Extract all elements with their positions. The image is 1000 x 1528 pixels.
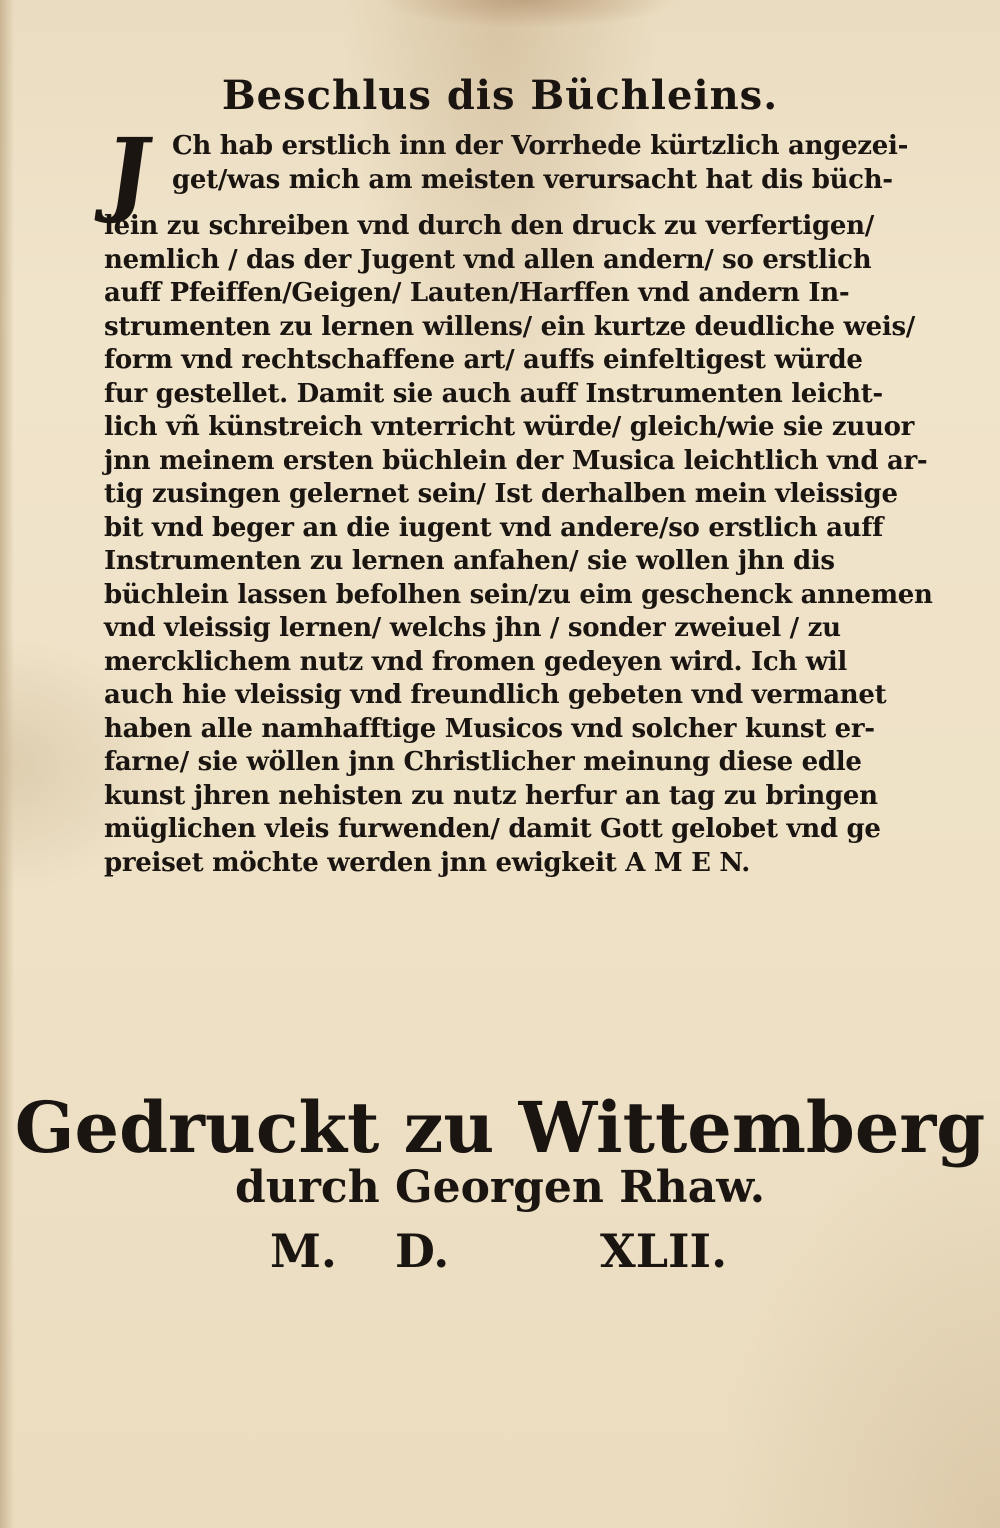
text-line: kunst jhren nehisten zu nutz herfur an tag zu bringen (104, 780, 878, 811)
text-line: jnn meinem ersten büchlein der Musica leichtlich vnd ar- (104, 445, 928, 476)
body-text (100, 118, 974, 880)
text-line: Ch hab erstlich inn der Vorrhede kürtzlich angezei- (172, 131, 909, 161)
text-line: auff Pfeiffen/Geigen/ Lauten/Harffen vnd andern In- (104, 278, 850, 308)
text-line: preiset möchte werden jnn ewigkeit A M E N. (104, 847, 750, 878)
text-line: get/was mich am meisten verursacht hat dis büch- (172, 164, 893, 195)
text-line: strumenten zu lernen willens/ ein kurtze deudliche weis/ (104, 311, 915, 342)
text-line: farne/ sie wöllen jnn Christlicher meinung diese edle (104, 747, 862, 777)
text-line: lein zu schreiben vnd durch den druck zu verfertigen/ (104, 211, 874, 241)
date-part-d: D. (395, 1224, 450, 1278)
page-edge-shadow (0, 0, 14, 1528)
colophon-printer-place: Gedruckt zu Wittemberg (14, 1086, 986, 1169)
text-line: tig zusingen gelernet sein/ Ist derhalben mein vleissige (104, 479, 898, 509)
page-heading: Beschlus dis Büchleins. (221, 72, 779, 119)
text-line: vnd vleissig lernen/ welchs jhn / sonder zweiuel / zu (104, 613, 841, 643)
initial-letter: J (100, 118, 160, 226)
date-part-xlii: XLII. (600, 1224, 728, 1278)
page-stain (380, 0, 680, 28)
text-line: fur gestellet. Damit sie auch auff Instrumenten leicht- (104, 378, 883, 409)
text-line: müglichen vleis furwenden/ damit Gott gelobet vnd ge (104, 814, 881, 844)
colophon-printer-name: durch Georgen Rhaw. (234, 1162, 766, 1213)
text-line: auch hie vleissig vnd freundlich gebeten vnd vermanet (104, 680, 887, 710)
date-part-m: M. (270, 1224, 337, 1278)
text-line: form vnd rechtschaffene art/ auffs einfeltigest würde (104, 345, 863, 375)
text-line: büchlein lassen befolhen sein/zu eim geschenck annemen (104, 579, 933, 610)
text-line: Instrumenten zu lernen anfahen/ sie wollen jhn dis (104, 546, 835, 576)
text-line: mercklichem nutz vnd fromen gedeyen wird. Ich wil (104, 646, 847, 677)
text-line: lich vñ künstreich vnterricht würde/ gleich/wie sie zuuor (104, 412, 915, 442)
text-line: haben alle namhafftige Musicos vnd solcher kunst er- (104, 713, 875, 744)
text-line: nemlich / das der Jugent vnd allen andern/ so erstlich (104, 244, 872, 275)
text-line: bit vnd beger an die iugent vnd andere/so erstlich auff (104, 512, 884, 543)
